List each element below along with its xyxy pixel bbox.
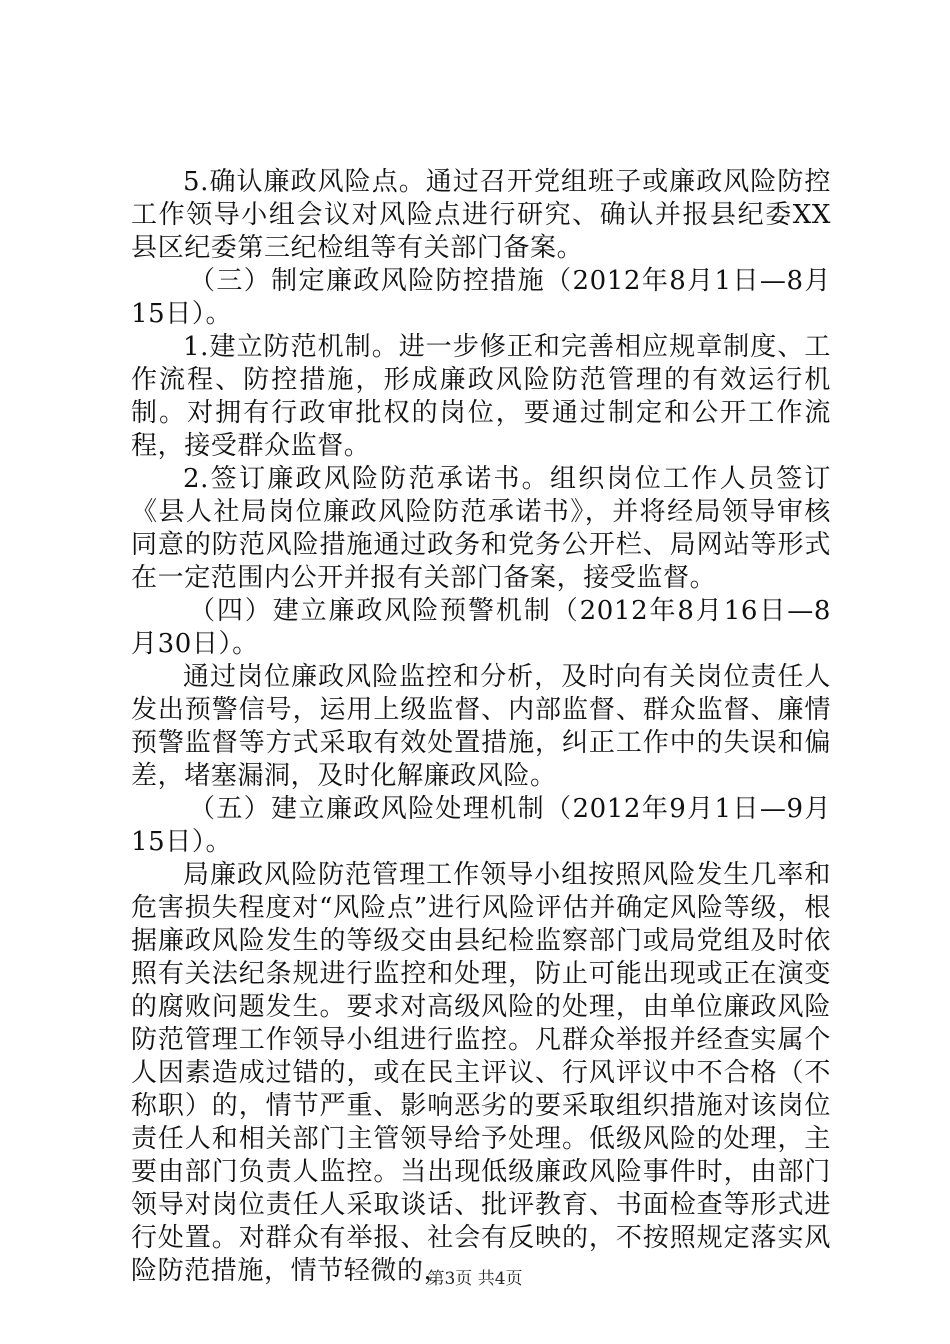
section-heading-3: （三）制定廉政风险防控措施（2012年8月1日—8月15日）。 [131,266,831,329]
paragraph-commitment-letter: 2.签订廉政风险防范承诺书。组织岗位工作人员签订《县人社局岗位廉政风险防范承诺书》，并将经局领导审核同意的防范风险措施通过政务和党务公开栏、局网站等形式在一定范围内公开并报有关部门备案，接受监督。 [131,464,831,593]
page-number: 第3页 共4页 [427,1269,523,1289]
paragraph-handling-mechanism: 局廉政风险防范管理工作领导小组按照风险发生几率和危害损失程度对“风险点”进行风险评估并确定风险等级，根据廉政风险发生的等级交由县纪检监察部门或局党组及时依照有关法纪条规进行监控和处理，防止可能出现或正在演变的腐败问题发生。要求对高级风险的处理，由单位廉政风险防范管理工作领导小组进行监控。凡群众举报并经查实属个人因素造成过错的，或在民主评议、行风评议中不合格（不称职）的，情节严重、影响恶劣的要采取组织措施对该岗位责任人和相关部门主管领导给予处理。低级风险的处理，主要由部门负责人监控。当出现低级廉政风险事件时，由部门领导对岗位责任人采取谈话、批评教育、书面检查等形式进行处置。对群众有举报、社会有反映的，不按照规定落实风险防范措施，情节轻微的， [131,860,831,1286]
document-body [131,166,831,1288]
page-footer [0,1268,950,1290]
paragraph-confirm-risk-points: 5.确认廉政风险点。通过召开党组班子或廉政风险防控工作领导小组会议对风险点进行研究、确认并报县纪委XX县区纪委第三纪检组等有关部门备案。 [131,167,831,263]
paragraph-warning-mechanism: 通过岗位廉政风险监控和分析，及时向有关岗位责任人发出预警信号，运用上级监督、内部监督、群众监督、廉情预警监督等方式采取有效处置措施，纠正工作中的失误和偏差，堵塞漏洞，及时化解廉政风险。 [131,662,831,791]
section-heading-4: （四）建立廉政风险预警机制（2012年8月16日—8月30日）。 [131,596,831,659]
section-heading-5: （五）建立廉政风险处理机制（2012年9月1日—9月15日）。 [131,794,831,857]
paragraph-prevention-mechanism: 1.建立防范机制。进一步修正和完善相应规章制度、工作流程、防控措施，形成廉政风险防范管理的有效运行机制。对拥有行政审批权的岗位，要通过制定和公开工作流程，接受群众监督。 [131,332,831,461]
